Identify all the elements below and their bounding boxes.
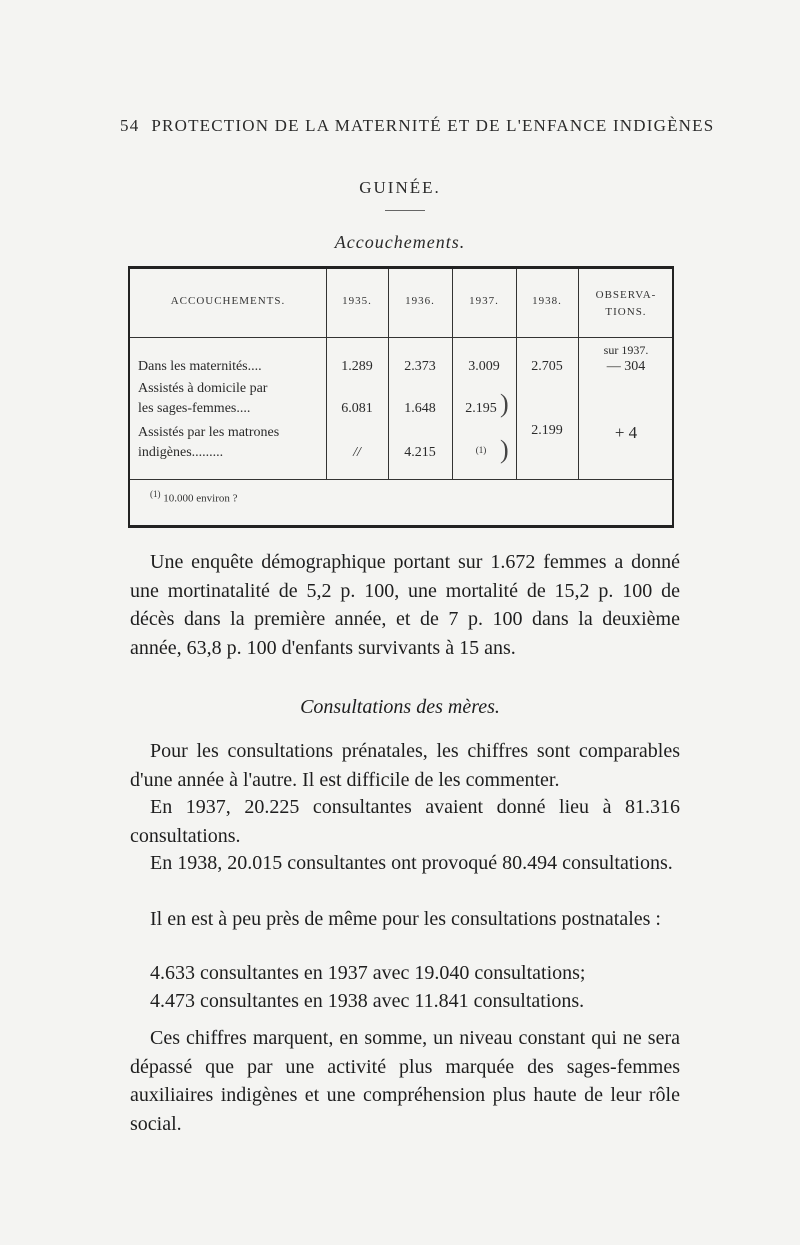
header-1938: 1938.: [532, 295, 562, 307]
section-title: GUINÉE.: [359, 178, 441, 197]
paragraph-demography: Une enquête démographique portant sur 1.672 femmes a donné une mortinatalité de 5,2 p. 100, une mortalité de 15,2 p. 100 de décès dans la première année, et de 7 p. 100 dans la deuxième année, 63,8 p. 100 d'enfants survivants à 15 ans.: [130, 551, 680, 659]
row-matrones-label-2: indigènes.........: [138, 445, 224, 460]
header-separator: [130, 337, 672, 338]
row-domicile-label-1: Assistés à domicile par: [138, 381, 268, 396]
page-number: 54: [120, 116, 140, 135]
cell-1937-note: (1): [475, 445, 487, 455]
brace-bottom: ): [500, 435, 509, 464]
cell-1935: //: [353, 445, 361, 460]
paragraph-1938: En 1938, 20.015 consultantes ont provoqué 80.494 consultations.: [150, 852, 673, 874]
cell-1935: 1.289: [341, 359, 373, 374]
postnatal-line-1938: 4.473 consultantes en 1938 avec 11.841 consultations.: [150, 990, 585, 1012]
subheading-consultations: Consultations des mères.: [300, 696, 500, 718]
cell-1937: 2.195: [465, 401, 497, 416]
cell-1936: 4.215: [404, 445, 436, 460]
running-title: PROTECTION DE LA MATERNITÉ ET DE L'ENFANCE INDIGÈNES: [151, 116, 715, 135]
footnote-text: 10.000 environ ?: [163, 492, 238, 505]
obs-note: sur 1937.: [603, 343, 649, 357]
births-table: [128, 266, 674, 528]
row-domicile-label-2: les sages-femmes....: [138, 401, 251, 416]
cell-1935: 6.081: [341, 401, 373, 416]
header-accouchements: ACCOUCHEMENTS.: [170, 295, 286, 307]
postnatal-line-1937: 4.633 consultantes en 1937 avec 19.040 consultations;: [150, 962, 586, 984]
subsection-title: Accouchements.: [334, 232, 466, 252]
footnote-mark: (1): [150, 489, 161, 499]
header-1936: 1936.: [405, 295, 435, 307]
brace-top: ): [500, 389, 509, 418]
cell-1936: 2.373: [404, 359, 436, 374]
row-maternites-label: Dans les maternités....: [138, 359, 262, 374]
row-matrones-label-1: Assistés par les matrones: [138, 425, 280, 440]
running-header: [120, 116, 715, 136]
paragraph-postnatal: Il en est à peu près de même pour les consultations postnatales :: [150, 908, 661, 930]
cell-1936: 1.648: [404, 401, 436, 416]
obs-value: — 304: [606, 359, 646, 374]
column-divider: [578, 269, 579, 479]
paragraph-conclusion: Ces chiffres marquent, en somme, un niveau constant qui ne sera dépassé que par une activité plus marquée des sages-femmes auxiliaires indigènes et une compréhension plus haute de leur rôle social.: [130, 1027, 680, 1135]
header-1937: 1937.: [469, 295, 499, 307]
table-footnote: [150, 489, 237, 505]
cell-1938: 2.199: [531, 423, 563, 438]
paragraph-1937: En 1937, 20.225 consultantes avaient donné lieu à 81.316 consultations.: [130, 796, 680, 847]
paragraph-prenatal: Pour les consultations prénatales, les chiffres sont comparables d'une année à l'autre. Il est difficile de les commenter.: [130, 740, 680, 791]
cell-1937: 3.009: [468, 359, 500, 374]
title-divider: [385, 210, 425, 211]
footer-separator: [130, 479, 672, 480]
cell-1938: 2.705: [531, 359, 563, 374]
header-observations: OBSERVA-TIONS.: [595, 289, 657, 318]
obs-value: + 4: [614, 423, 638, 442]
header-1935: 1935.: [342, 295, 372, 307]
